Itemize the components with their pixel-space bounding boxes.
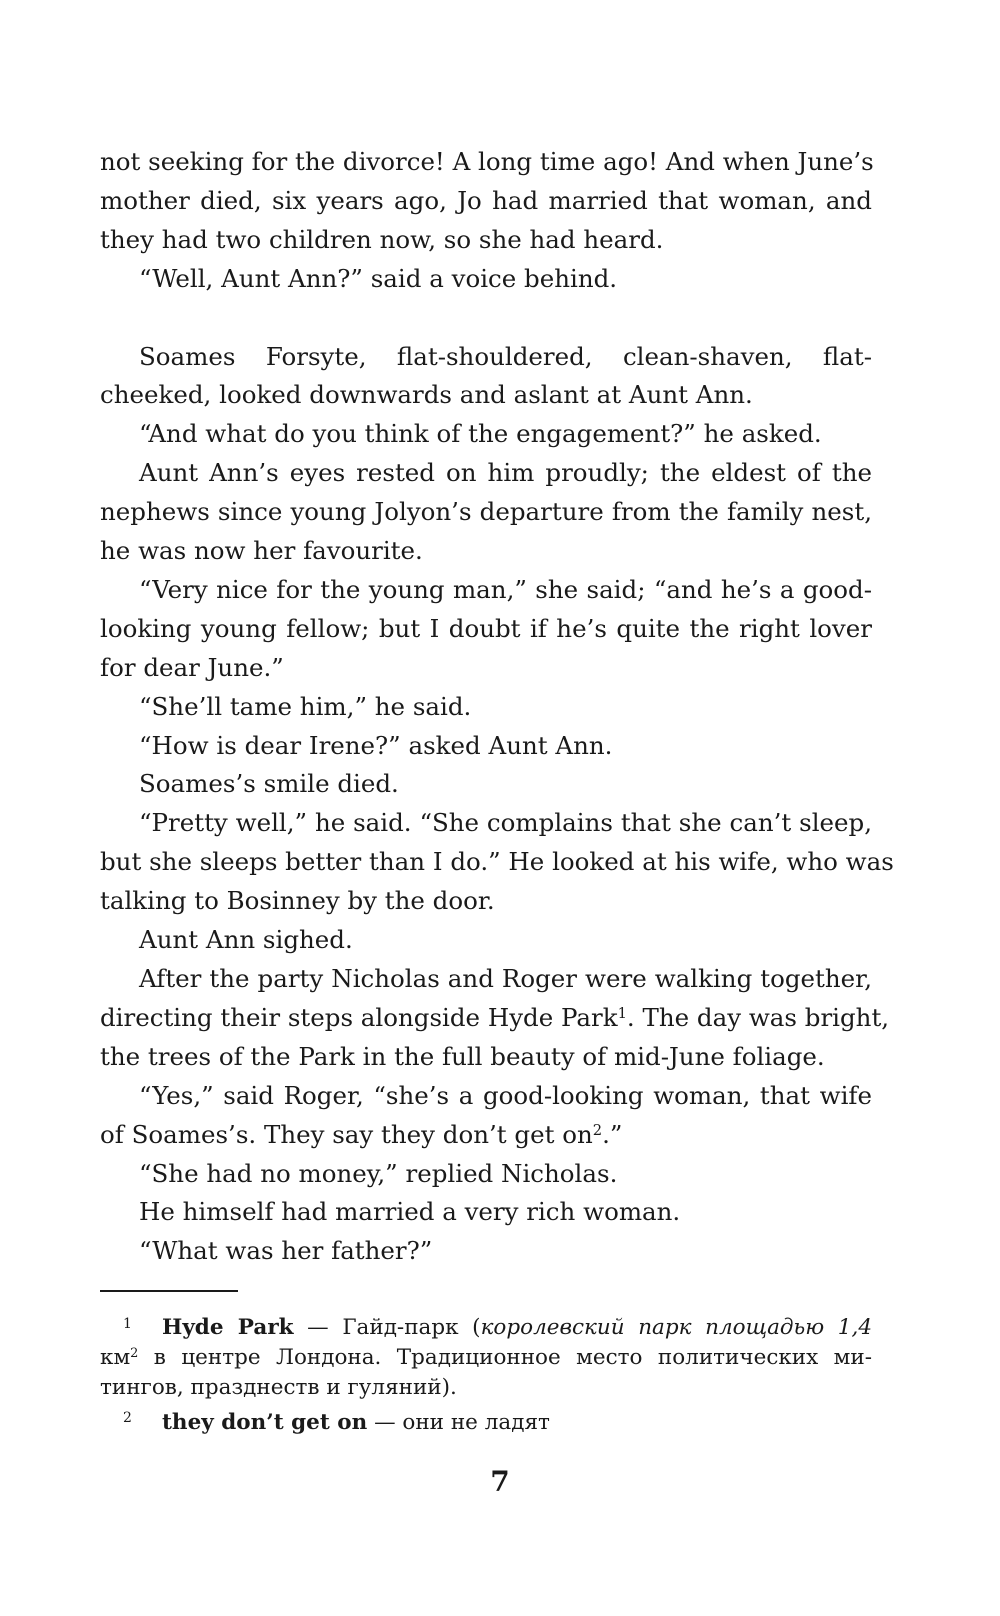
text-line: “How is dear Irene?” asked Aunt Ann. bbox=[139, 730, 613, 760]
text-line: they had two children now, so she had heard. bbox=[100, 224, 664, 254]
text-line: “She had no money,” replied Nicholas. bbox=[139, 1158, 618, 1188]
footnote-number: 1 bbox=[123, 1316, 132, 1332]
footnote-superscript: 2 bbox=[130, 1346, 139, 1362]
text-line: not seeking for the divorce! A long time ago! And when June’s bbox=[100, 147, 874, 176]
text-line: He himself had married a very rich woman. bbox=[139, 1197, 681, 1227]
footnote-translation: они не ладят bbox=[402, 1409, 550, 1435]
page-number: 7 bbox=[490, 1465, 510, 1498]
footnote-1 bbox=[100, 1309, 872, 1343]
footnote-explanation: км bbox=[100, 1345, 131, 1371]
footnote-1-cont bbox=[100, 1343, 872, 1373]
text-line: Soames’s smile died. bbox=[139, 769, 399, 799]
text-line: “What was her father?” bbox=[139, 1236, 433, 1266]
text-line: cheeked, looked downwards and aslant at Aunt Ann. bbox=[100, 380, 753, 410]
text-line: he was now her favourite. bbox=[100, 536, 423, 566]
text-line: looking young fellow; but I doubt if he’s quite the right lover bbox=[100, 613, 872, 643]
footnote-number: 2 bbox=[123, 1410, 132, 1427]
text-line: “Well, Aunt Ann?” said a voice behind. bbox=[139, 263, 618, 293]
footnote-explanation: в центре Лондона. Традиционное место политических ми- bbox=[138, 1345, 872, 1371]
text-line: Aunt Ann’s eyes rested on him proudly; the eldest of the bbox=[139, 458, 872, 488]
text-line: mother died, six years ago, Jo had married that woman, and bbox=[100, 185, 872, 215]
footnote-translation: Гайд-парк ( bbox=[342, 1315, 481, 1341]
footnote-dash: — bbox=[293, 1315, 343, 1341]
text-segment: directing their steps alongside Hyde Park bbox=[100, 1002, 618, 1032]
text-line: nephews since young Jolyon’s departure from the family nest, bbox=[100, 497, 872, 527]
footnote-2 bbox=[100, 1403, 872, 1437]
text-segment: .” bbox=[602, 1119, 623, 1149]
footnote-ref-2[interactable]: 2 bbox=[592, 1121, 603, 1139]
text-line: “And what do you think of the engagement?” he asked. bbox=[139, 419, 822, 449]
text-line: “Very nice for the young man,” she said; “and he’s a good- bbox=[139, 574, 872, 604]
text-line: “Yes,” said Roger, “she’s a good-looking woman, that wife bbox=[139, 1080, 872, 1110]
text-segment: of Soames’s. They say they don’t get on bbox=[100, 1119, 593, 1149]
text-line: talking to Bosinney by the door. bbox=[100, 886, 495, 916]
footnote-1-cont bbox=[100, 1373, 872, 1403]
text-line bbox=[100, 999, 890, 1038]
text-line: but she sleeps better than I do.” He looked at his wife, who was bbox=[100, 847, 894, 877]
text-segment: . The day was bright, bbox=[626, 1002, 890, 1032]
footnote-term: they don’t get on bbox=[162, 1409, 368, 1435]
text-line: After the party Nicholas and Roger were walking together, bbox=[139, 964, 872, 994]
text-line: “She’ll tame him,” he said. bbox=[139, 691, 472, 721]
footnote-term: Hyde Park bbox=[162, 1315, 294, 1341]
body-text bbox=[100, 143, 894, 1271]
footnote-explanation: тингов, празднеств и гуляний bbox=[100, 1375, 442, 1401]
text-line: Aunt Ann sighed. bbox=[139, 925, 353, 955]
footnote-ref-1[interactable]: 1 bbox=[617, 1004, 627, 1022]
footnote-divider bbox=[100, 1290, 238, 1292]
footnote-closing: ). bbox=[441, 1375, 457, 1401]
text-line: for dear June.” bbox=[100, 652, 284, 682]
footnote-explanation: королевский парк площадью 1,4 bbox=[480, 1315, 872, 1341]
footnotes bbox=[100, 1309, 872, 1438]
section-break bbox=[100, 299, 872, 338]
footnote-dash: — bbox=[367, 1409, 403, 1435]
text-line: “Pretty well,” he said. “She complains that she can’t sleep, bbox=[139, 808, 872, 838]
text-line bbox=[100, 1116, 872, 1155]
text-line: Soames Forsyte, flat-shouldered, clean-shaven, flat- bbox=[139, 341, 872, 371]
text-line: the trees of the Park in the full beauty of mid-June foliage. bbox=[100, 1041, 825, 1071]
